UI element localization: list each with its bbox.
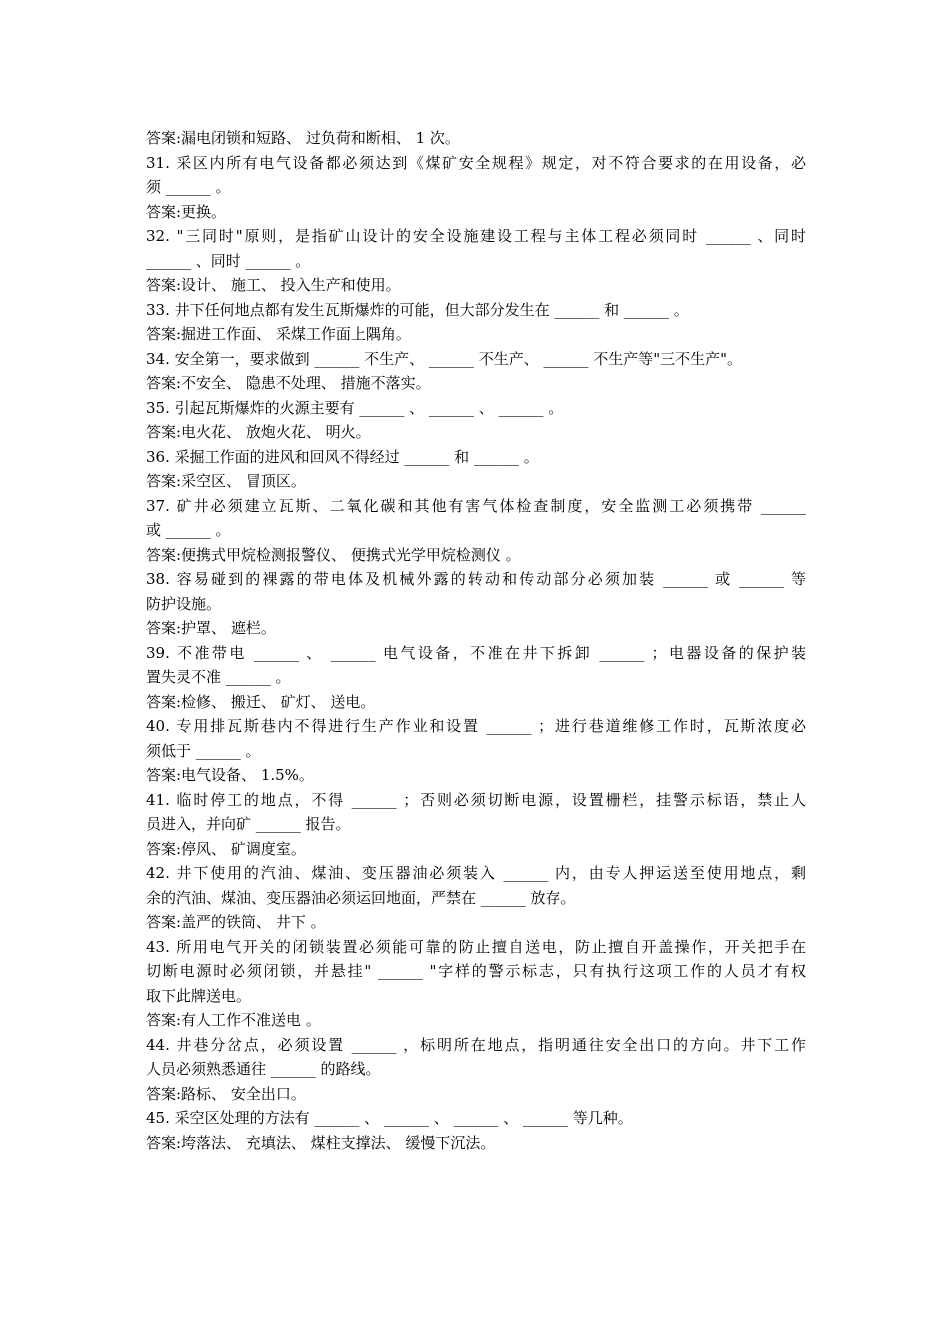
- question-line: 39. 不准带电 ______ 、 ______ 电气设备，不准在井下拆卸 ______ ；电器设备的保护装: [146, 643, 806, 662]
- question-line: ______ 、同时 ______ 。: [146, 251, 311, 270]
- question-line: 40. 专用排瓦斯巷内不得进行生产作业和设置 ______ ；进行巷道维修工作时，瓦斯浓度必: [146, 717, 806, 735]
- document-page: [146, 126, 806, 1155]
- answer-line: 答案:检修、 搬迁、 矿灯、 送电。: [146, 692, 376, 711]
- question-line: 34. 安全第一，要求做到 ______ 不生产、 ______ 不生产、 ______ 不生产等"三不生产"。: [146, 349, 743, 368]
- answer-line: 答案:路标、 安全出口。: [146, 1084, 306, 1103]
- question-line: 余的汽油、煤油、变压器油必须运回地面，严禁在 ______ 放存。: [146, 888, 576, 907]
- answer-line: 答案:停风、 矿调度室。: [146, 839, 306, 858]
- question-line: 切断电源时必须闭锁，并悬挂" ______ "字样的警示标志，只有执行这项工作的人员才有权: [146, 962, 806, 980]
- question-line: 须低于 ______ 。: [146, 741, 261, 760]
- question-line: 32. "三同时"原则，是指矿山设计的安全设施建设工程与主体工程必须同时 ______ 、同时: [146, 227, 806, 245]
- question-line: 须 ______ 。: [146, 178, 231, 196]
- question-line: 43. 所用电气开关的闭锁装置必须能可靠的防止擅自送电，防止擅自开盖操作，开关把手在: [146, 937, 806, 956]
- question-line: 36. 采掘工作面的进风和回风不得经过 ______ 和 ______ 。: [146, 447, 539, 466]
- answer-line: 答案:设计、 施工、 投入生产和使用。: [146, 276, 401, 294]
- question-line: 35. 引起瓦斯爆炸的火源主要有 ______ 、 ______ 、 ______ 。: [146, 398, 564, 417]
- question-line: 人员必须熟悉通往 ______ 的路线。: [146, 1060, 381, 1078]
- question-line: 置失灵不准 ______ 。: [146, 668, 291, 686]
- answer-line: 答案:不安全、 隐患不处理、 措施不落实。: [146, 374, 431, 392]
- question-line: 38. 容易碰到的裸露的带电体及机械外露的转动和传动部分必须加装 ______ 或 ______ 等: [146, 570, 806, 588]
- question-line: 42. 井下使用的汽油、煤油、变压器油必须装入 ______ 内，由专人押运送至使用地点，剩: [146, 864, 806, 882]
- question-line: 防护设施。: [146, 594, 222, 613]
- answer-line: 答案:电火花、 放炮火花、 明火。: [146, 423, 371, 441]
- answer-line: 答案:掘进工作面、 采煤工作面上隅角。: [146, 325, 411, 343]
- answer-line: 答案:便携式甲烷检测报警仪、 便携式光学甲烷检测仪 。: [146, 545, 521, 564]
- answer-line: 答案:垮落法、 充填法、 煤柱支撑法、 缓慢下沉法。: [146, 1133, 496, 1152]
- answer-line: 答案:盖严的铁筒、 井下 。: [146, 913, 326, 931]
- question-line: 33. 井下任何地点都有发生瓦斯爆炸的可能，但大部分发生在 ______ 和 ______ 。: [146, 300, 689, 319]
- answer-line: 答案:电气设备、 1.5%。: [146, 766, 314, 784]
- answer-line: 答案:采空区、 冒顶区。: [146, 472, 306, 490]
- question-line: 取下此牌送电。: [146, 986, 252, 1005]
- question-line: 45. 采空区处理的方法有 ______ 、 ______ 、 ______ 、 ______ 等几种。: [146, 1109, 633, 1127]
- question-line: 41. 临时停工的地点，不得 ______ ；否则必须切断电源，设置栅栏，挂警示标语，禁止人: [146, 790, 806, 809]
- answer-line: 答案:有人工作不准送电 。: [146, 1011, 321, 1029]
- question-line: 44. 井巷分岔点，必须设置 ______ ，标明所在地点，指明通往安全出口的方向。井下工作: [146, 1035, 806, 1054]
- question-line: 或 ______ 。: [146, 521, 231, 539]
- question-line: 31. 采区内所有电气设备都必须达到《煤矿安全规程》规定，对不符合要求的在用设备，必: [146, 153, 806, 172]
- answer-line: 答案:护罩、 遮栏。: [146, 619, 276, 637]
- question-line: 37. 矿井必须建立瓦斯、二氧化碳和其他有害气体检查制度，安全监测工必须携带 ______: [146, 496, 806, 515]
- question-line: 员进入，并向矿 ______ 报告。: [146, 815, 351, 833]
- answer-line: 答案:更换。: [146, 202, 227, 221]
- answer-line: 答案:漏电闭锁和短路、 过负荷和断相、 1 次。: [146, 129, 460, 147]
